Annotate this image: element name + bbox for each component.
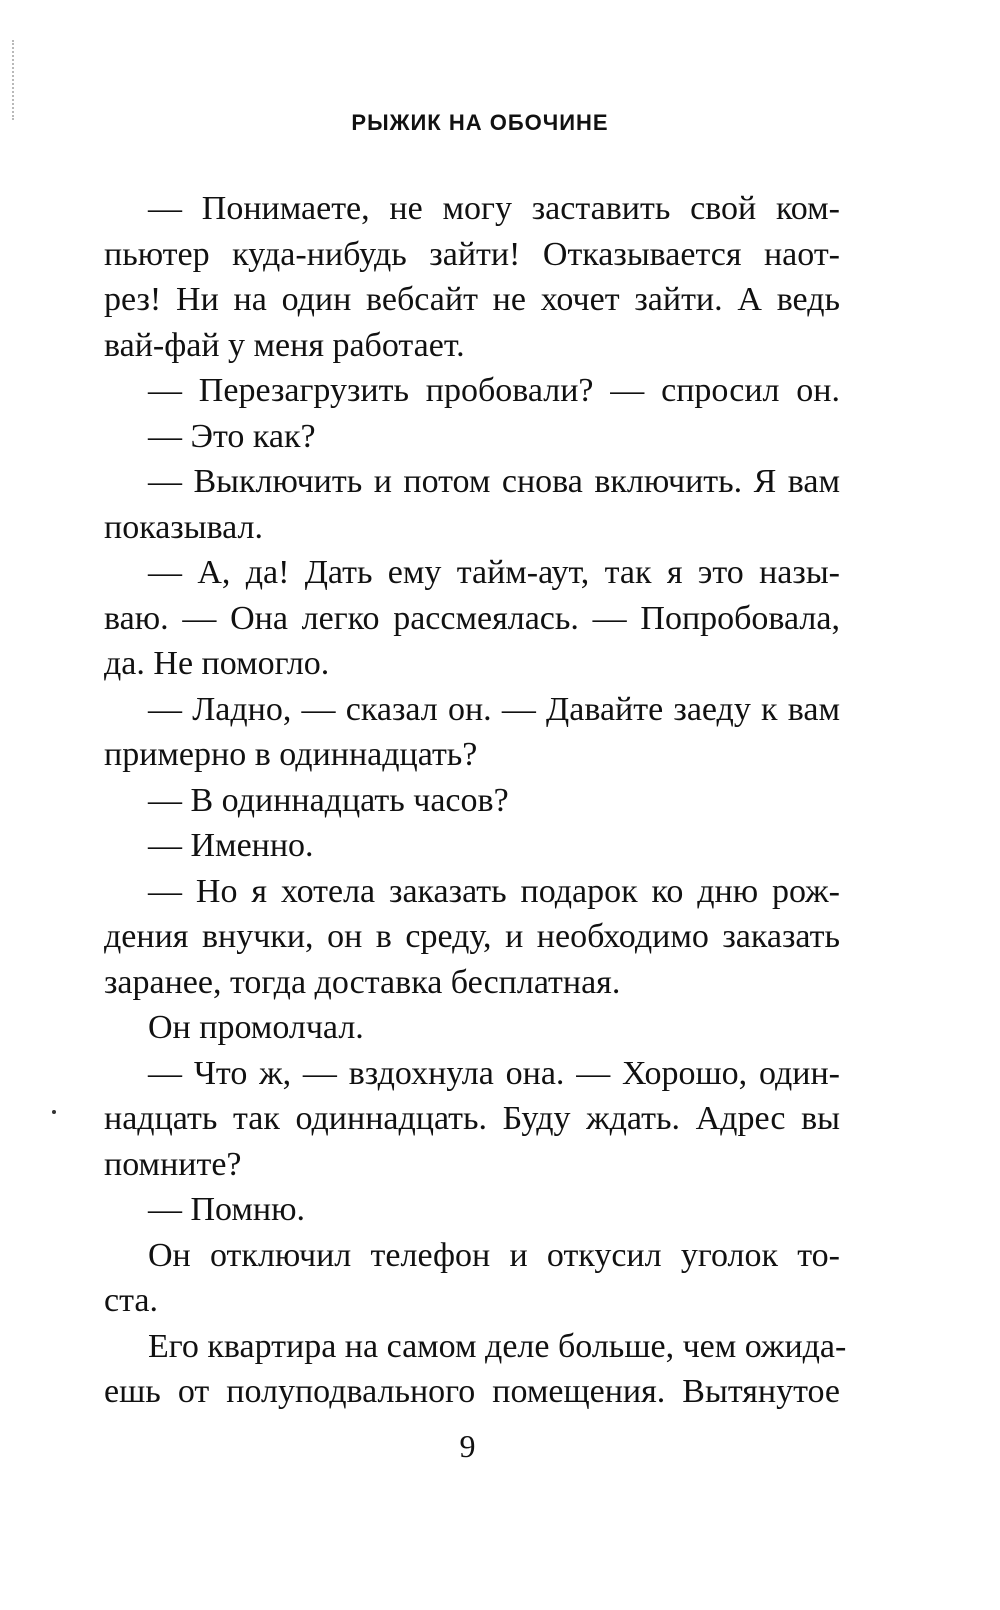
- text-line: помните?: [104, 1145, 242, 1183]
- text-line: Его квартира на самом деле больше, чем ожида-: [148, 1327, 847, 1365]
- text-line: ваю. — Она легко рассмеялась. — Попробовала,: [104, 599, 840, 637]
- text-line: пьютер куда-нибудь зайти! Отказывается наот-: [104, 235, 840, 273]
- text-line: показывал.: [104, 508, 264, 546]
- text-line: — Это как?: [148, 417, 316, 455]
- text-line: Он отключил телефон и откусил уголок то-: [148, 1236, 840, 1274]
- text-line: — В одиннадцать часов?: [148, 781, 509, 819]
- text-line: Он промолчал.: [148, 1009, 364, 1046]
- running-title: РЫЖИК НА ОБОЧИНЕ: [351, 110, 609, 135]
- text-line: — Выключить и потом снова включить. Я вам: [148, 463, 840, 500]
- text-line: рез! Ни на один вебсайт не хочет зайти. А ведь: [104, 281, 840, 318]
- text-line: надцать так одиннадцать. Буду ждать. Адрес вы: [104, 1100, 840, 1137]
- text-line: вай-фай у меня работает.: [104, 326, 465, 364]
- page-text: [104, 186, 847, 1415]
- text-line: — Помню.: [148, 1191, 306, 1228]
- text-line: заранее, тогда доставка бесплатная.: [104, 963, 621, 1001]
- text-line: дения внучки, он в среду, и необходимо заказать: [104, 918, 840, 955]
- text-line: — Ладно, — сказал он. — Давайте заеду к вам: [148, 690, 840, 728]
- text-line: — Именно.: [148, 827, 314, 864]
- text-line: — Но я хотела заказать подарок ко дню рож-: [148, 872, 840, 910]
- text-line: ста.: [104, 1282, 158, 1319]
- margin-scan-marks: [12, 40, 18, 120]
- text-line: ешь от полуподвального помещения. Вытянутое: [104, 1373, 840, 1410]
- text-line: примерно в одиннадцать?: [104, 736, 478, 773]
- text-line: да. Не помогло.: [104, 645, 330, 682]
- text-line: — Что ж, — вздохнула она. — Хорошо, один-: [148, 1054, 840, 1092]
- text-line: — Понимаете, не могу заставить свой ком-: [148, 190, 840, 227]
- page-number: 9: [459, 1428, 476, 1464]
- text-line: — А, да! Дать ему тайм-аут, так я это назы-: [148, 554, 840, 591]
- text-line: — Перезагрузить пробовали? — спросил он.: [148, 372, 840, 409]
- scan-speck: [52, 1110, 56, 1114]
